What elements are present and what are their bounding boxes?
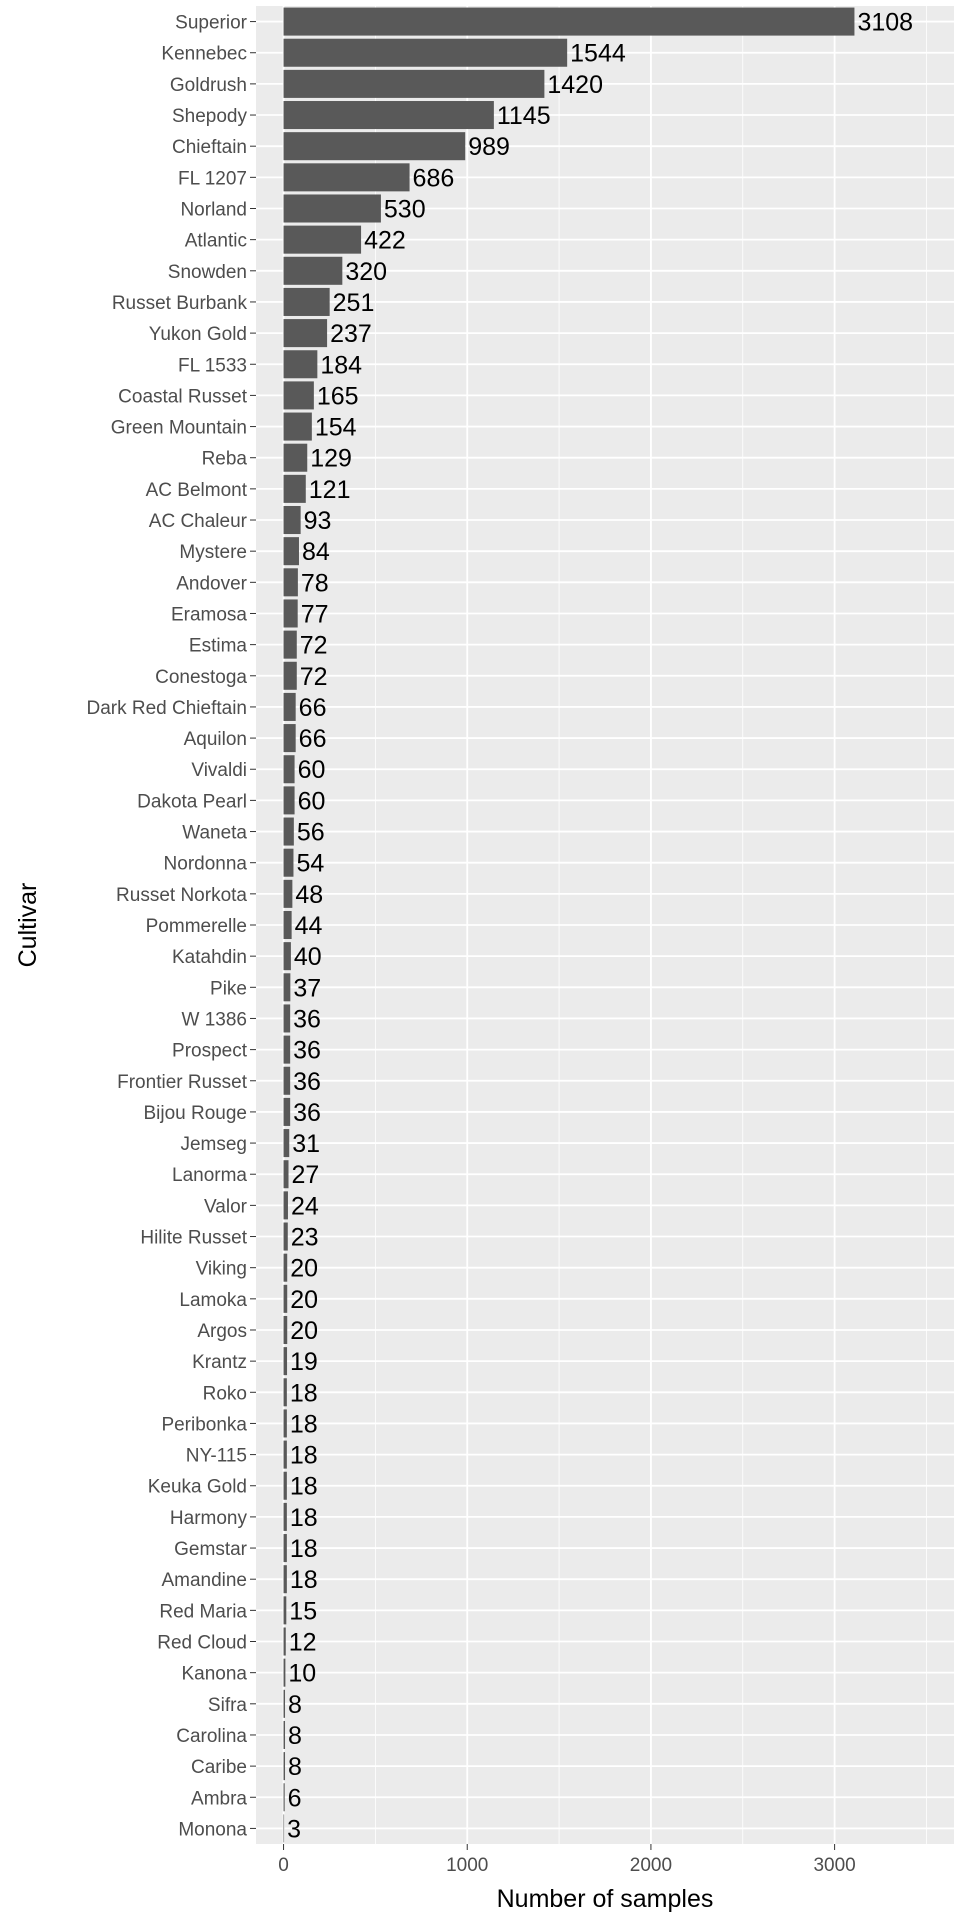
bar — [284, 475, 306, 503]
category-label: Valor — [204, 1196, 247, 1218]
bar — [284, 724, 296, 752]
category-label: Keuka Gold — [147, 1476, 247, 1498]
bar-value-label: 37 — [293, 974, 322, 1003]
category-label: Pike — [210, 978, 247, 1000]
category-label: Mystere — [179, 542, 247, 564]
bar-value-label: 422 — [364, 226, 406, 255]
bar-value-label: 3108 — [857, 8, 914, 37]
bar — [284, 1378, 287, 1406]
bar — [284, 506, 301, 534]
category-label: Vivaldi — [191, 760, 247, 782]
bar — [284, 755, 295, 783]
category-label: AC Chaleur — [148, 511, 247, 533]
bar — [284, 1472, 287, 1500]
x-tick-label: 2000 — [629, 1855, 673, 1876]
bar-value-label: 20 — [290, 1285, 319, 1314]
bar-value-label: 24 — [290, 1192, 319, 1221]
category-label: Green Mountain — [110, 417, 247, 439]
bar-value-label: 686 — [412, 164, 455, 193]
bar-value-label: 129 — [310, 444, 352, 473]
bar-value-label: 530 — [383, 195, 426, 224]
category-label: Andover — [176, 573, 247, 595]
category-label: Caribe — [191, 1757, 247, 1779]
bar — [284, 973, 291, 1001]
bar-value-label: 1544 — [570, 39, 626, 68]
category-label: Lamoka — [179, 1289, 247, 1311]
bar-value-label: 154 — [314, 413, 357, 442]
bar-value-label: 1420 — [547, 70, 604, 99]
bar — [284, 1036, 291, 1064]
category-label: Amandine — [161, 1570, 247, 1592]
category-label: Gemstar — [174, 1539, 247, 1561]
bar — [284, 1160, 289, 1188]
category-label: Superior — [175, 12, 247, 34]
bar — [284, 70, 545, 98]
category-label: Prospect — [172, 1040, 247, 1062]
bar-value-label: 84 — [301, 538, 330, 567]
bar — [284, 1752, 285, 1780]
bar — [284, 1814, 285, 1842]
bar — [284, 8, 855, 36]
bar-value-label: 27 — [291, 1161, 320, 1190]
bar-value-label: 6 — [287, 1784, 302, 1813]
bar — [284, 568, 298, 596]
bar-value-label: 72 — [299, 631, 328, 660]
x-tick-label: 3000 — [813, 1855, 856, 1876]
bar-value-label: 48 — [295, 880, 324, 909]
category-label: Eramosa — [170, 604, 247, 626]
category-label: Kanona — [181, 1663, 247, 1685]
bar-value-label: 18 — [289, 1535, 318, 1564]
bar-value-label: 20 — [290, 1316, 319, 1345]
bar — [284, 1783, 285, 1811]
bar — [284, 319, 328, 347]
category-label: Russet Norkota — [116, 884, 247, 906]
bar-value-label: 18 — [289, 1379, 318, 1408]
bar — [284, 257, 343, 285]
bar-value-label: 237 — [330, 320, 372, 349]
category-label: Dakota Pearl — [137, 791, 247, 813]
category-label: Waneta — [182, 822, 247, 844]
bar-value-label: 36 — [293, 1098, 321, 1127]
bar-value-label: 184 — [320, 351, 363, 380]
bar — [284, 1503, 287, 1531]
bar — [284, 1254, 288, 1282]
bar — [284, 599, 298, 627]
category-label: Russet Burbank — [111, 292, 247, 314]
category-label: Viking — [195, 1258, 247, 1280]
category-label: Bijou Rouge — [143, 1102, 247, 1124]
bar — [284, 39, 568, 67]
bar-value-label: 8 — [288, 1721, 302, 1750]
category-label: Estima — [188, 635, 247, 657]
category-label: Frontier Russet — [117, 1071, 247, 1093]
bar-value-label: 320 — [345, 257, 388, 286]
bar — [284, 226, 362, 254]
category-label: Ambra — [191, 1788, 247, 1810]
bar-value-label: 12 — [288, 1628, 317, 1657]
bar — [284, 101, 494, 129]
bar-value-label: 40 — [293, 943, 322, 972]
bar-value-label: 72 — [299, 662, 328, 691]
bar — [284, 1565, 287, 1593]
category-label: Shepody — [171, 106, 247, 128]
category-label: NY-115 — [185, 1445, 247, 1467]
bar — [284, 444, 308, 472]
bar — [284, 1285, 288, 1313]
bar-value-label: 78 — [300, 569, 329, 598]
bar-value-label: 36 — [293, 1005, 321, 1034]
y-axis-categories — [86, 13, 256, 1841]
bar — [284, 1129, 290, 1157]
bar — [284, 163, 410, 191]
category-label: Aquilon — [183, 729, 247, 751]
bar-value-label: 18 — [289, 1503, 318, 1532]
bar-value-label: 23 — [290, 1223, 319, 1252]
bar — [284, 880, 293, 908]
bar-value-label: 18 — [289, 1566, 318, 1595]
bar — [284, 1596, 287, 1624]
bar-value-label: 18 — [289, 1472, 318, 1501]
bar — [284, 194, 381, 222]
bar-value-label: 36 — [293, 1036, 321, 1065]
bar-value-label: 56 — [296, 818, 325, 847]
bar-value-label: 93 — [303, 507, 332, 536]
category-label: Red Cloud — [157, 1632, 247, 1654]
bar — [284, 662, 297, 690]
category-label: AC Belmont — [145, 479, 247, 501]
bar-value-label: 10 — [288, 1659, 317, 1688]
bar — [284, 1721, 285, 1749]
category-label: FL 1207 — [177, 168, 247, 190]
bar-value-label: 60 — [297, 787, 326, 816]
category-label: Sifra — [207, 1694, 247, 1716]
bar — [284, 132, 466, 160]
x-tick-label: 1000 — [446, 1855, 489, 1876]
category-label: Coastal Russet — [118, 386, 247, 408]
bar-value-label: 54 — [296, 849, 325, 878]
bar — [284, 1409, 287, 1437]
bar — [284, 1004, 291, 1032]
category-label: Snowden — [167, 261, 247, 283]
category-label: Hilite Russet — [140, 1227, 247, 1249]
category-label: Reba — [201, 448, 247, 470]
y-axis-title: Cultivar — [14, 882, 42, 968]
category-label: Yukon Gold — [148, 324, 247, 346]
bar — [284, 1690, 285, 1718]
bar — [284, 413, 312, 441]
bar-value-label: 60 — [297, 756, 326, 785]
bar-value-label: 8 — [288, 1690, 302, 1719]
category-label: Peribonka — [161, 1414, 247, 1436]
category-label: Roko — [202, 1383, 247, 1405]
category-label: Red Maria — [159, 1601, 247, 1623]
bar — [284, 693, 296, 721]
category-label: Monona — [178, 1819, 247, 1841]
bar-value-label: 18 — [289, 1410, 318, 1439]
bar — [284, 818, 294, 846]
bar — [284, 537, 299, 565]
bar — [284, 1441, 287, 1469]
category-label: Pommerelle — [145, 916, 247, 937]
bar — [284, 1347, 287, 1375]
bar — [284, 1098, 291, 1126]
category-label: Lanorma — [172, 1165, 247, 1187]
category-label: Dark Red Chieftain — [86, 697, 247, 719]
bar — [284, 786, 295, 814]
bar — [284, 1534, 287, 1562]
bar-value-label: 44 — [294, 912, 323, 940]
bar-value-label: 66 — [298, 725, 327, 754]
bar-value-label: 77 — [300, 600, 329, 629]
bar — [284, 1316, 288, 1344]
bar-value-label: 19 — [290, 1348, 318, 1377]
bar-value-label: 15 — [289, 1597, 318, 1626]
bar — [284, 1067, 291, 1095]
bar — [284, 288, 330, 316]
category-label: FL 1533 — [177, 355, 247, 377]
bar-value-label: 31 — [292, 1130, 321, 1159]
category-label: Nordonna — [163, 853, 247, 875]
bar — [284, 942, 291, 970]
category-label: W 1386 — [181, 1009, 247, 1031]
bar — [284, 1627, 286, 1655]
category-label: Argos — [197, 1320, 247, 1342]
category-label: Norland — [180, 199, 247, 221]
category-label: Kennebec — [161, 43, 247, 65]
bar-value-label: 3 — [287, 1815, 302, 1844]
bar-value-label: 36 — [293, 1067, 321, 1096]
category-label: Chieftain — [172, 137, 247, 159]
x-axis-ticks — [278, 1844, 855, 1876]
bar-value-label: 251 — [332, 288, 375, 317]
bar — [284, 1659, 286, 1687]
bar — [284, 1223, 288, 1251]
category-label: Krantz — [192, 1352, 247, 1374]
bar — [284, 350, 318, 378]
bar — [284, 849, 294, 877]
x-axis-title: Number of samples — [496, 1885, 714, 1913]
bar — [284, 1191, 288, 1219]
bar-value-label: 989 — [468, 133, 510, 162]
category-label: Carolina — [176, 1725, 247, 1747]
bar-value-label: 1145 — [496, 102, 551, 131]
x-tick-label: 0 — [278, 1855, 289, 1876]
bar — [284, 911, 292, 939]
category-label: Katahdin — [171, 947, 247, 969]
bar-value-label: 18 — [289, 1441, 318, 1470]
bar — [284, 381, 314, 409]
bar-value-label: 66 — [298, 693, 327, 722]
category-label: Harmony — [169, 1507, 247, 1529]
bar-value-label: 121 — [308, 475, 351, 504]
bar — [284, 631, 297, 659]
category-label: Conestoga — [155, 666, 247, 688]
bar-value-label: 165 — [316, 382, 359, 411]
category-label: Jemseg — [180, 1134, 247, 1156]
bar-value-label: 8 — [288, 1753, 302, 1782]
category-label: Atlantic — [184, 230, 247, 252]
bar-value-label: 20 — [290, 1254, 319, 1283]
category-label: Goldrush — [169, 74, 247, 96]
